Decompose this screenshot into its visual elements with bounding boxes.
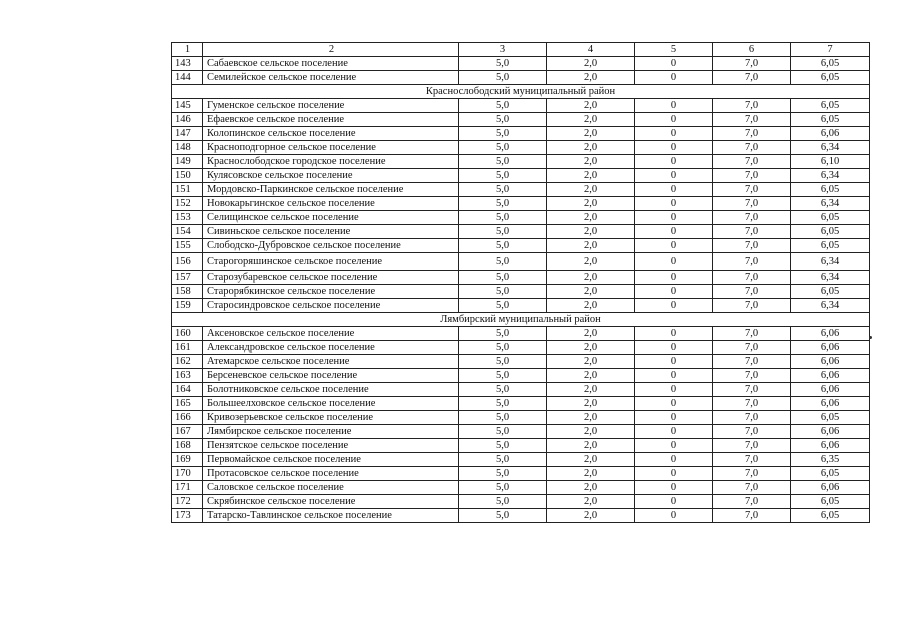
row-number: 153 <box>172 211 203 225</box>
settlement-name: Сивиньское сельское поселение <box>203 225 459 239</box>
col-7-value: 6,06 <box>791 355 870 369</box>
table-row <box>172 155 870 169</box>
col-6-value: 7,0 <box>713 169 791 183</box>
col-5-value: 0 <box>635 169 713 183</box>
col-6-value: 7,0 <box>713 197 791 211</box>
row-number: 150 <box>172 169 203 183</box>
table-row <box>172 183 870 197</box>
col-5-value: 0 <box>635 127 713 141</box>
col-5-value: 0 <box>635 439 713 453</box>
row-number: 156 <box>172 253 203 271</box>
col-3-value: 5,0 <box>459 197 547 211</box>
col-5-value: 0 <box>635 225 713 239</box>
row-number: 172 <box>172 495 203 509</box>
col-3-value: 5,0 <box>459 411 547 425</box>
settlement-name: Семилейское сельское поселение <box>203 71 459 85</box>
table-row <box>172 239 870 253</box>
table-row <box>172 439 870 453</box>
col-6-value: 7,0 <box>713 467 791 481</box>
row-number: 144 <box>172 71 203 85</box>
col-7-value: 6,05 <box>791 57 870 71</box>
table-row <box>172 383 870 397</box>
col-7-value: 6,05 <box>791 225 870 239</box>
col-6-value: 7,0 <box>713 127 791 141</box>
header-row <box>172 43 870 57</box>
table-row <box>172 341 870 355</box>
col-7-value: 6,05 <box>791 285 870 299</box>
col-6-value: 7,0 <box>713 355 791 369</box>
col-7-value: 6,10 <box>791 155 870 169</box>
col-7-value: 6,05 <box>791 411 870 425</box>
col-6-value: 7,0 <box>713 411 791 425</box>
row-number: 161 <box>172 341 203 355</box>
col-4-value: 2,0 <box>547 509 635 523</box>
col-4-value: 2,0 <box>547 141 635 155</box>
col-3-value: 5,0 <box>459 425 547 439</box>
col-3-value: 5,0 <box>459 495 547 509</box>
col-7-value: 6,34 <box>791 299 870 313</box>
row-number: 167 <box>172 425 203 439</box>
col-3-value: 5,0 <box>459 99 547 113</box>
table-row <box>172 71 870 85</box>
row-number: 163 <box>172 369 203 383</box>
table-row <box>172 327 870 341</box>
col-6-value: 7,0 <box>713 99 791 113</box>
col-4-value: 2,0 <box>547 369 635 383</box>
settlement-name: Скрябинское сельское поселение <box>203 495 459 509</box>
col-7-value: 6,06 <box>791 425 870 439</box>
col-5-value: 0 <box>635 467 713 481</box>
col-6-value: 7,0 <box>713 495 791 509</box>
row-number: 152 <box>172 197 203 211</box>
settlement-name: Старозубаревское сельское поселение <box>203 271 459 285</box>
col-6-value: 7,0 <box>713 253 791 271</box>
settlement-name: Саловское сельское поселение <box>203 481 459 495</box>
settlement-name: Новокарьгинское сельское поселение <box>203 197 459 211</box>
row-number: 155 <box>172 239 203 253</box>
header-col-2: 2 <box>203 43 459 57</box>
table-row <box>172 141 870 155</box>
col-3-value: 5,0 <box>459 271 547 285</box>
col-5-value: 0 <box>635 453 713 467</box>
col-3-value: 5,0 <box>459 467 547 481</box>
row-number: 147 <box>172 127 203 141</box>
row-number: 143 <box>172 57 203 71</box>
settlement-name: Александровское сельское поселение <box>203 341 459 355</box>
col-4-value: 2,0 <box>547 383 635 397</box>
col-4-value: 2,0 <box>547 439 635 453</box>
table-row <box>172 467 870 481</box>
col-3-value: 5,0 <box>459 327 547 341</box>
col-3-value: 5,0 <box>459 397 547 411</box>
col-5-value: 0 <box>635 369 713 383</box>
col-5-value: 0 <box>635 155 713 169</box>
col-5-value: 0 <box>635 211 713 225</box>
table-row <box>172 127 870 141</box>
col-3-value: 5,0 <box>459 113 547 127</box>
row-number: 166 <box>172 411 203 425</box>
col-3-value: 5,0 <box>459 141 547 155</box>
col-7-value: 6,05 <box>791 99 870 113</box>
table-row <box>172 481 870 495</box>
col-3-value: 5,0 <box>459 183 547 197</box>
table-row <box>172 509 870 523</box>
row-number: 162 <box>172 355 203 369</box>
col-3-value: 5,0 <box>459 239 547 253</box>
district-heading-row <box>172 85 870 99</box>
row-number: 146 <box>172 113 203 127</box>
header-col-3: 3 <box>459 43 547 57</box>
table-row <box>172 453 870 467</box>
col-3-value: 5,0 <box>459 299 547 313</box>
row-number: 151 <box>172 183 203 197</box>
col-4-value: 2,0 <box>547 327 635 341</box>
col-6-value: 7,0 <box>713 113 791 127</box>
col-7-value: 6,05 <box>791 509 870 523</box>
settlement-name: Протасовское сельское поселение <box>203 467 459 481</box>
col-5-value: 0 <box>635 397 713 411</box>
row-number: 148 <box>172 141 203 155</box>
col-3-value: 5,0 <box>459 169 547 183</box>
row-number: 159 <box>172 299 203 313</box>
col-6-value: 7,0 <box>713 155 791 169</box>
col-4-value: 2,0 <box>547 239 635 253</box>
col-5-value: 0 <box>635 327 713 341</box>
settlement-name: Первомайское сельское поселение <box>203 453 459 467</box>
settlement-name: Кривозерьевское сельское поселение <box>203 411 459 425</box>
table-row <box>172 211 870 225</box>
col-6-value: 7,0 <box>713 71 791 85</box>
col-5-value: 0 <box>635 341 713 355</box>
col-6-value: 7,0 <box>713 141 791 155</box>
col-6-value: 7,0 <box>713 383 791 397</box>
col-3-value: 5,0 <box>459 285 547 299</box>
col-3-value: 5,0 <box>459 341 547 355</box>
col-6-value: 7,0 <box>713 183 791 197</box>
col-6-value: 7,0 <box>713 481 791 495</box>
col-4-value: 2,0 <box>547 495 635 509</box>
col-4-value: 2,0 <box>547 355 635 369</box>
col-7-value: 6,06 <box>791 127 870 141</box>
col-4-value: 2,0 <box>547 271 635 285</box>
table-row <box>172 495 870 509</box>
col-7-value: 6,05 <box>791 211 870 225</box>
col-5-value: 0 <box>635 355 713 369</box>
col-3-value: 5,0 <box>459 453 547 467</box>
table-row <box>172 397 870 411</box>
col-5-value: 0 <box>635 99 713 113</box>
col-4-value: 2,0 <box>547 183 635 197</box>
col-3-value: 5,0 <box>459 127 547 141</box>
district-heading-row <box>172 313 870 327</box>
col-4-value: 2,0 <box>547 425 635 439</box>
col-4-value: 2,0 <box>547 155 635 169</box>
table-row <box>172 169 870 183</box>
col-5-value: 0 <box>635 271 713 285</box>
col-4-value: 2,0 <box>547 299 635 313</box>
col-5-value: 0 <box>635 197 713 211</box>
table-row <box>172 271 870 285</box>
col-4-value: 2,0 <box>547 341 635 355</box>
col-6-value: 7,0 <box>713 397 791 411</box>
settlements-table <box>171 42 870 523</box>
col-7-value: 6,06 <box>791 369 870 383</box>
col-7-value: 6,35 <box>791 453 870 467</box>
table-body <box>172 43 870 523</box>
col-5-value: 0 <box>635 495 713 509</box>
row-number: 160 <box>172 327 203 341</box>
col-7-value: 6,05 <box>791 183 870 197</box>
settlement-name: Мордовско-Паркинское сельское поселение <box>203 183 459 197</box>
settlement-name: Гуменское сельское поселение <box>203 99 459 113</box>
col-5-value: 0 <box>635 299 713 313</box>
col-5-value: 0 <box>635 71 713 85</box>
row-number: 154 <box>172 225 203 239</box>
table-row <box>172 113 870 127</box>
col-5-value: 0 <box>635 253 713 271</box>
col-7-value: 6,06 <box>791 327 870 341</box>
settlement-name: Слободско-Дубровское сельское поселение <box>203 239 459 253</box>
col-3-value: 5,0 <box>459 225 547 239</box>
header-col-1: 1 <box>172 43 203 57</box>
col-6-value: 7,0 <box>713 57 791 71</box>
col-3-value: 5,0 <box>459 155 547 169</box>
col-3-value: 5,0 <box>459 71 547 85</box>
header-col-6: 6 <box>713 43 791 57</box>
row-number: 169 <box>172 453 203 467</box>
col-3-value: 5,0 <box>459 481 547 495</box>
col-7-value: 6,34 <box>791 253 870 271</box>
row-number: 164 <box>172 383 203 397</box>
header-col-7: 7 <box>791 43 870 57</box>
col-3-value: 5,0 <box>459 383 547 397</box>
col-3-value: 5,0 <box>459 355 547 369</box>
district-heading: Краснослободский муниципальный район <box>172 85 870 99</box>
row-number: 157 <box>172 271 203 285</box>
col-6-value: 7,0 <box>713 299 791 313</box>
col-4-value: 2,0 <box>547 211 635 225</box>
settlement-name: Болотниковское сельское поселение <box>203 383 459 397</box>
col-4-value: 2,0 <box>547 411 635 425</box>
col-4-value: 2,0 <box>547 467 635 481</box>
settlement-name: Сабаевское сельское поселение <box>203 57 459 71</box>
col-7-value: 6,06 <box>791 341 870 355</box>
table-row <box>172 285 870 299</box>
col-7-value: 6,05 <box>791 113 870 127</box>
row-number: 158 <box>172 285 203 299</box>
col-6-value: 7,0 <box>713 225 791 239</box>
settlement-name: Старогоряшинское сельское поселение <box>203 253 459 271</box>
table-row <box>172 299 870 313</box>
col-4-value: 2,0 <box>547 197 635 211</box>
col-6-value: 7,0 <box>713 453 791 467</box>
col-7-value: 6,06 <box>791 397 870 411</box>
col-5-value: 0 <box>635 141 713 155</box>
row-number: 171 <box>172 481 203 495</box>
col-6-value: 7,0 <box>713 369 791 383</box>
col-5-value: 0 <box>635 509 713 523</box>
col-7-value: 6,34 <box>791 169 870 183</box>
col-7-value: 6,06 <box>791 439 870 453</box>
col-4-value: 2,0 <box>547 253 635 271</box>
col-7-value: 6,06 <box>791 383 870 397</box>
col-4-value: 2,0 <box>547 481 635 495</box>
col-4-value: 2,0 <box>547 285 635 299</box>
col-3-value: 5,0 <box>459 369 547 383</box>
col-4-value: 2,0 <box>547 397 635 411</box>
col-4-value: 2,0 <box>547 71 635 85</box>
settlement-name: Старосиндровское сельское поселение <box>203 299 459 313</box>
table-row <box>172 99 870 113</box>
settlement-name: Селищинское сельское поселение <box>203 211 459 225</box>
col-3-value: 5,0 <box>459 439 547 453</box>
col-6-value: 7,0 <box>713 285 791 299</box>
table-row <box>172 425 870 439</box>
col-7-value: 6,34 <box>791 271 870 285</box>
col-5-value: 0 <box>635 383 713 397</box>
settlement-name: Татарско-Тавлинское сельское поселение <box>203 509 459 523</box>
settlement-name: Берсеневское сельское поселение <box>203 369 459 383</box>
settlement-name: Пензятское сельское поселение <box>203 439 459 453</box>
settlement-name: Аксеновское сельское поселение <box>203 327 459 341</box>
settlement-name: Колопинское сельское поселение <box>203 127 459 141</box>
col-5-value: 0 <box>635 425 713 439</box>
col-6-value: 7,0 <box>713 439 791 453</box>
table-row <box>172 57 870 71</box>
col-3-value: 5,0 <box>459 57 547 71</box>
row-number: 145 <box>172 99 203 113</box>
row-number: 173 <box>172 509 203 523</box>
settlement-name: Краснослободское городское поселение <box>203 155 459 169</box>
col-5-value: 0 <box>635 239 713 253</box>
header-col-4: 4 <box>547 43 635 57</box>
col-7-value: 6,34 <box>791 141 870 155</box>
col-3-value: 5,0 <box>459 509 547 523</box>
col-6-value: 7,0 <box>713 327 791 341</box>
col-3-value: 5,0 <box>459 211 547 225</box>
row-number: 170 <box>172 467 203 481</box>
table-row <box>172 369 870 383</box>
col-5-value: 0 <box>635 481 713 495</box>
settlement-name: Старорябкинское сельское поселение <box>203 285 459 299</box>
row-number: 149 <box>172 155 203 169</box>
row-number: 165 <box>172 397 203 411</box>
col-6-value: 7,0 <box>713 211 791 225</box>
col-7-value: 6,05 <box>791 495 870 509</box>
col-5-value: 0 <box>635 411 713 425</box>
settlement-name: Ефаевское сельское поселение <box>203 113 459 127</box>
table-row <box>172 411 870 425</box>
col-6-value: 7,0 <box>713 239 791 253</box>
col-5-value: 0 <box>635 113 713 127</box>
col-5-value: 0 <box>635 57 713 71</box>
scan-speck <box>869 336 872 339</box>
district-heading: Лямбирский муниципальный район <box>172 313 870 327</box>
col-4-value: 2,0 <box>547 57 635 71</box>
settlement-name: Кулясовское сельское поселение <box>203 169 459 183</box>
col-6-value: 7,0 <box>713 271 791 285</box>
table-row <box>172 355 870 369</box>
col-7-value: 6,06 <box>791 481 870 495</box>
settlement-name: Лямбирское сельское поселение <box>203 425 459 439</box>
col-7-value: 6,34 <box>791 197 870 211</box>
col-4-value: 2,0 <box>547 453 635 467</box>
col-5-value: 0 <box>635 285 713 299</box>
header-col-5: 5 <box>635 43 713 57</box>
col-3-value: 5,0 <box>459 253 547 271</box>
col-6-value: 7,0 <box>713 509 791 523</box>
col-4-value: 2,0 <box>547 127 635 141</box>
settlement-name: Атемарское сельское поселение <box>203 355 459 369</box>
col-7-value: 6,05 <box>791 71 870 85</box>
col-4-value: 2,0 <box>547 113 635 127</box>
col-6-value: 7,0 <box>713 425 791 439</box>
col-5-value: 0 <box>635 183 713 197</box>
col-7-value: 6,05 <box>791 239 870 253</box>
col-4-value: 2,0 <box>547 99 635 113</box>
row-number: 168 <box>172 439 203 453</box>
col-6-value: 7,0 <box>713 341 791 355</box>
col-7-value: 6,05 <box>791 467 870 481</box>
col-4-value: 2,0 <box>547 225 635 239</box>
settlement-name: Красноподгорное сельское поселение <box>203 141 459 155</box>
col-4-value: 2,0 <box>547 169 635 183</box>
table-row <box>172 197 870 211</box>
table-row <box>172 253 870 271</box>
settlement-name: Большеелховское сельское поселение <box>203 397 459 411</box>
table-row <box>172 225 870 239</box>
